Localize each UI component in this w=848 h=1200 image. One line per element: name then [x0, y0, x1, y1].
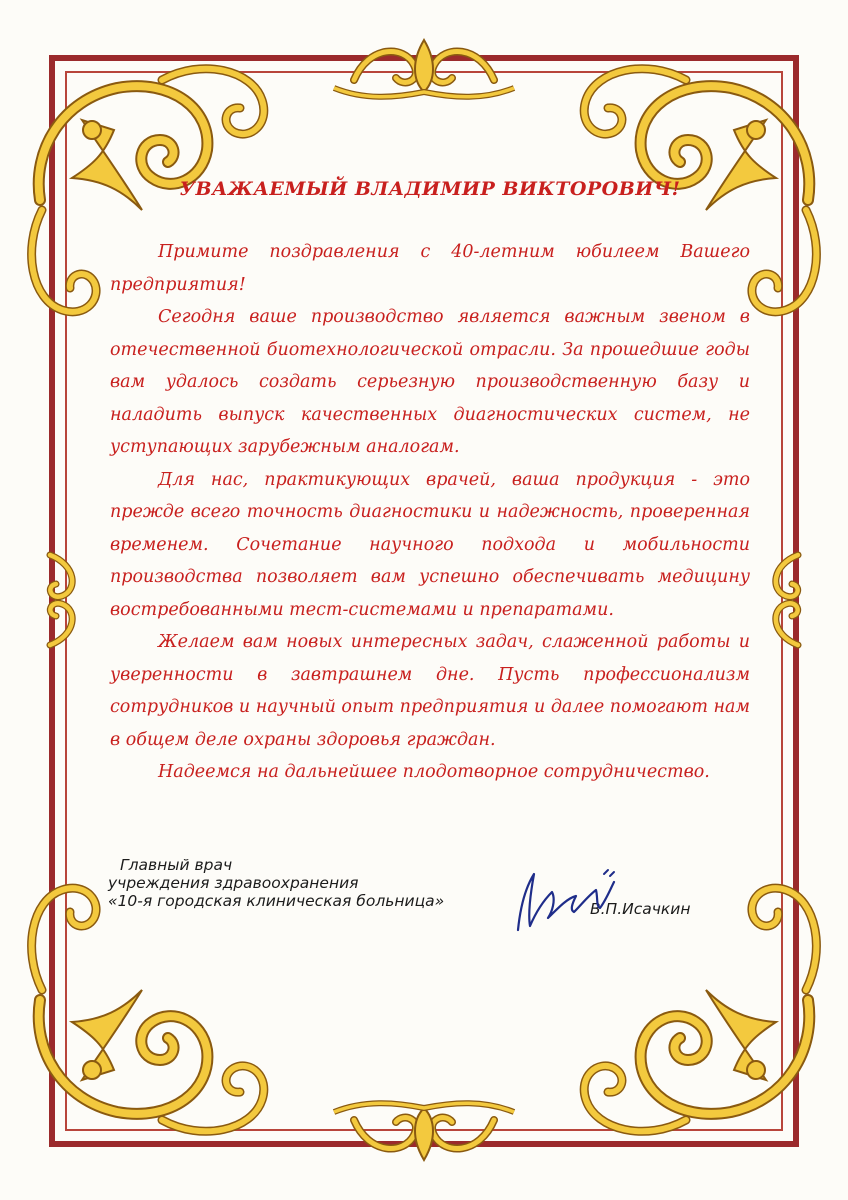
paragraph-4: Желаем вам новых интересных задач, слаженной работы и уверенности в завтрашнем дне. Пусть профессионализм сотрудников и научный опыт предприятия и далее помогают нам в общем деле охраны здоровья граждан.	[110, 632, 750, 750]
signer-organization-type: учреждения здравоохранения	[108, 874, 359, 892]
paragraph-5: Надеемся на дальнейшее плодотворное сотрудничество.	[158, 762, 710, 782]
paragraph-3: Для нас, практикующих врачей, ваша продукция - это прежде всего точность диагностики и надежность, проверенная временем. Сочетание научного подхода и мобильности производства позволяет вам успешно обеспечивать медицину востребованными тест-системами и препаратами.	[110, 469, 750, 620]
letter-body	[110, 178, 750, 789]
signature-block	[108, 856, 748, 918]
signer-name: В.П.Исачкин	[590, 900, 691, 918]
handwritten-signature	[500, 860, 620, 940]
paragraph-1: Примите поздравления с 40-летним юбилеем Вашего предприятия!	[110, 242, 750, 295]
paragraph-2: Сегодня ваше производство является важным звеном в отечественной биотехнологической отрасли. За прошедшие годы вам удалось создать серьезную производственную базу и наладить выпуск качественных диагностических систем, не уступающих зарубежным аналогам.	[110, 307, 750, 457]
signer-position: Главный врач	[120, 856, 233, 874]
signer-organization-name: «10-я городская клиническая больница»	[108, 892, 445, 910]
greeting-heading: УВАЖАЕМЫЙ ВЛАДИМИР ВИКТОРОВИЧ!	[179, 178, 681, 200]
